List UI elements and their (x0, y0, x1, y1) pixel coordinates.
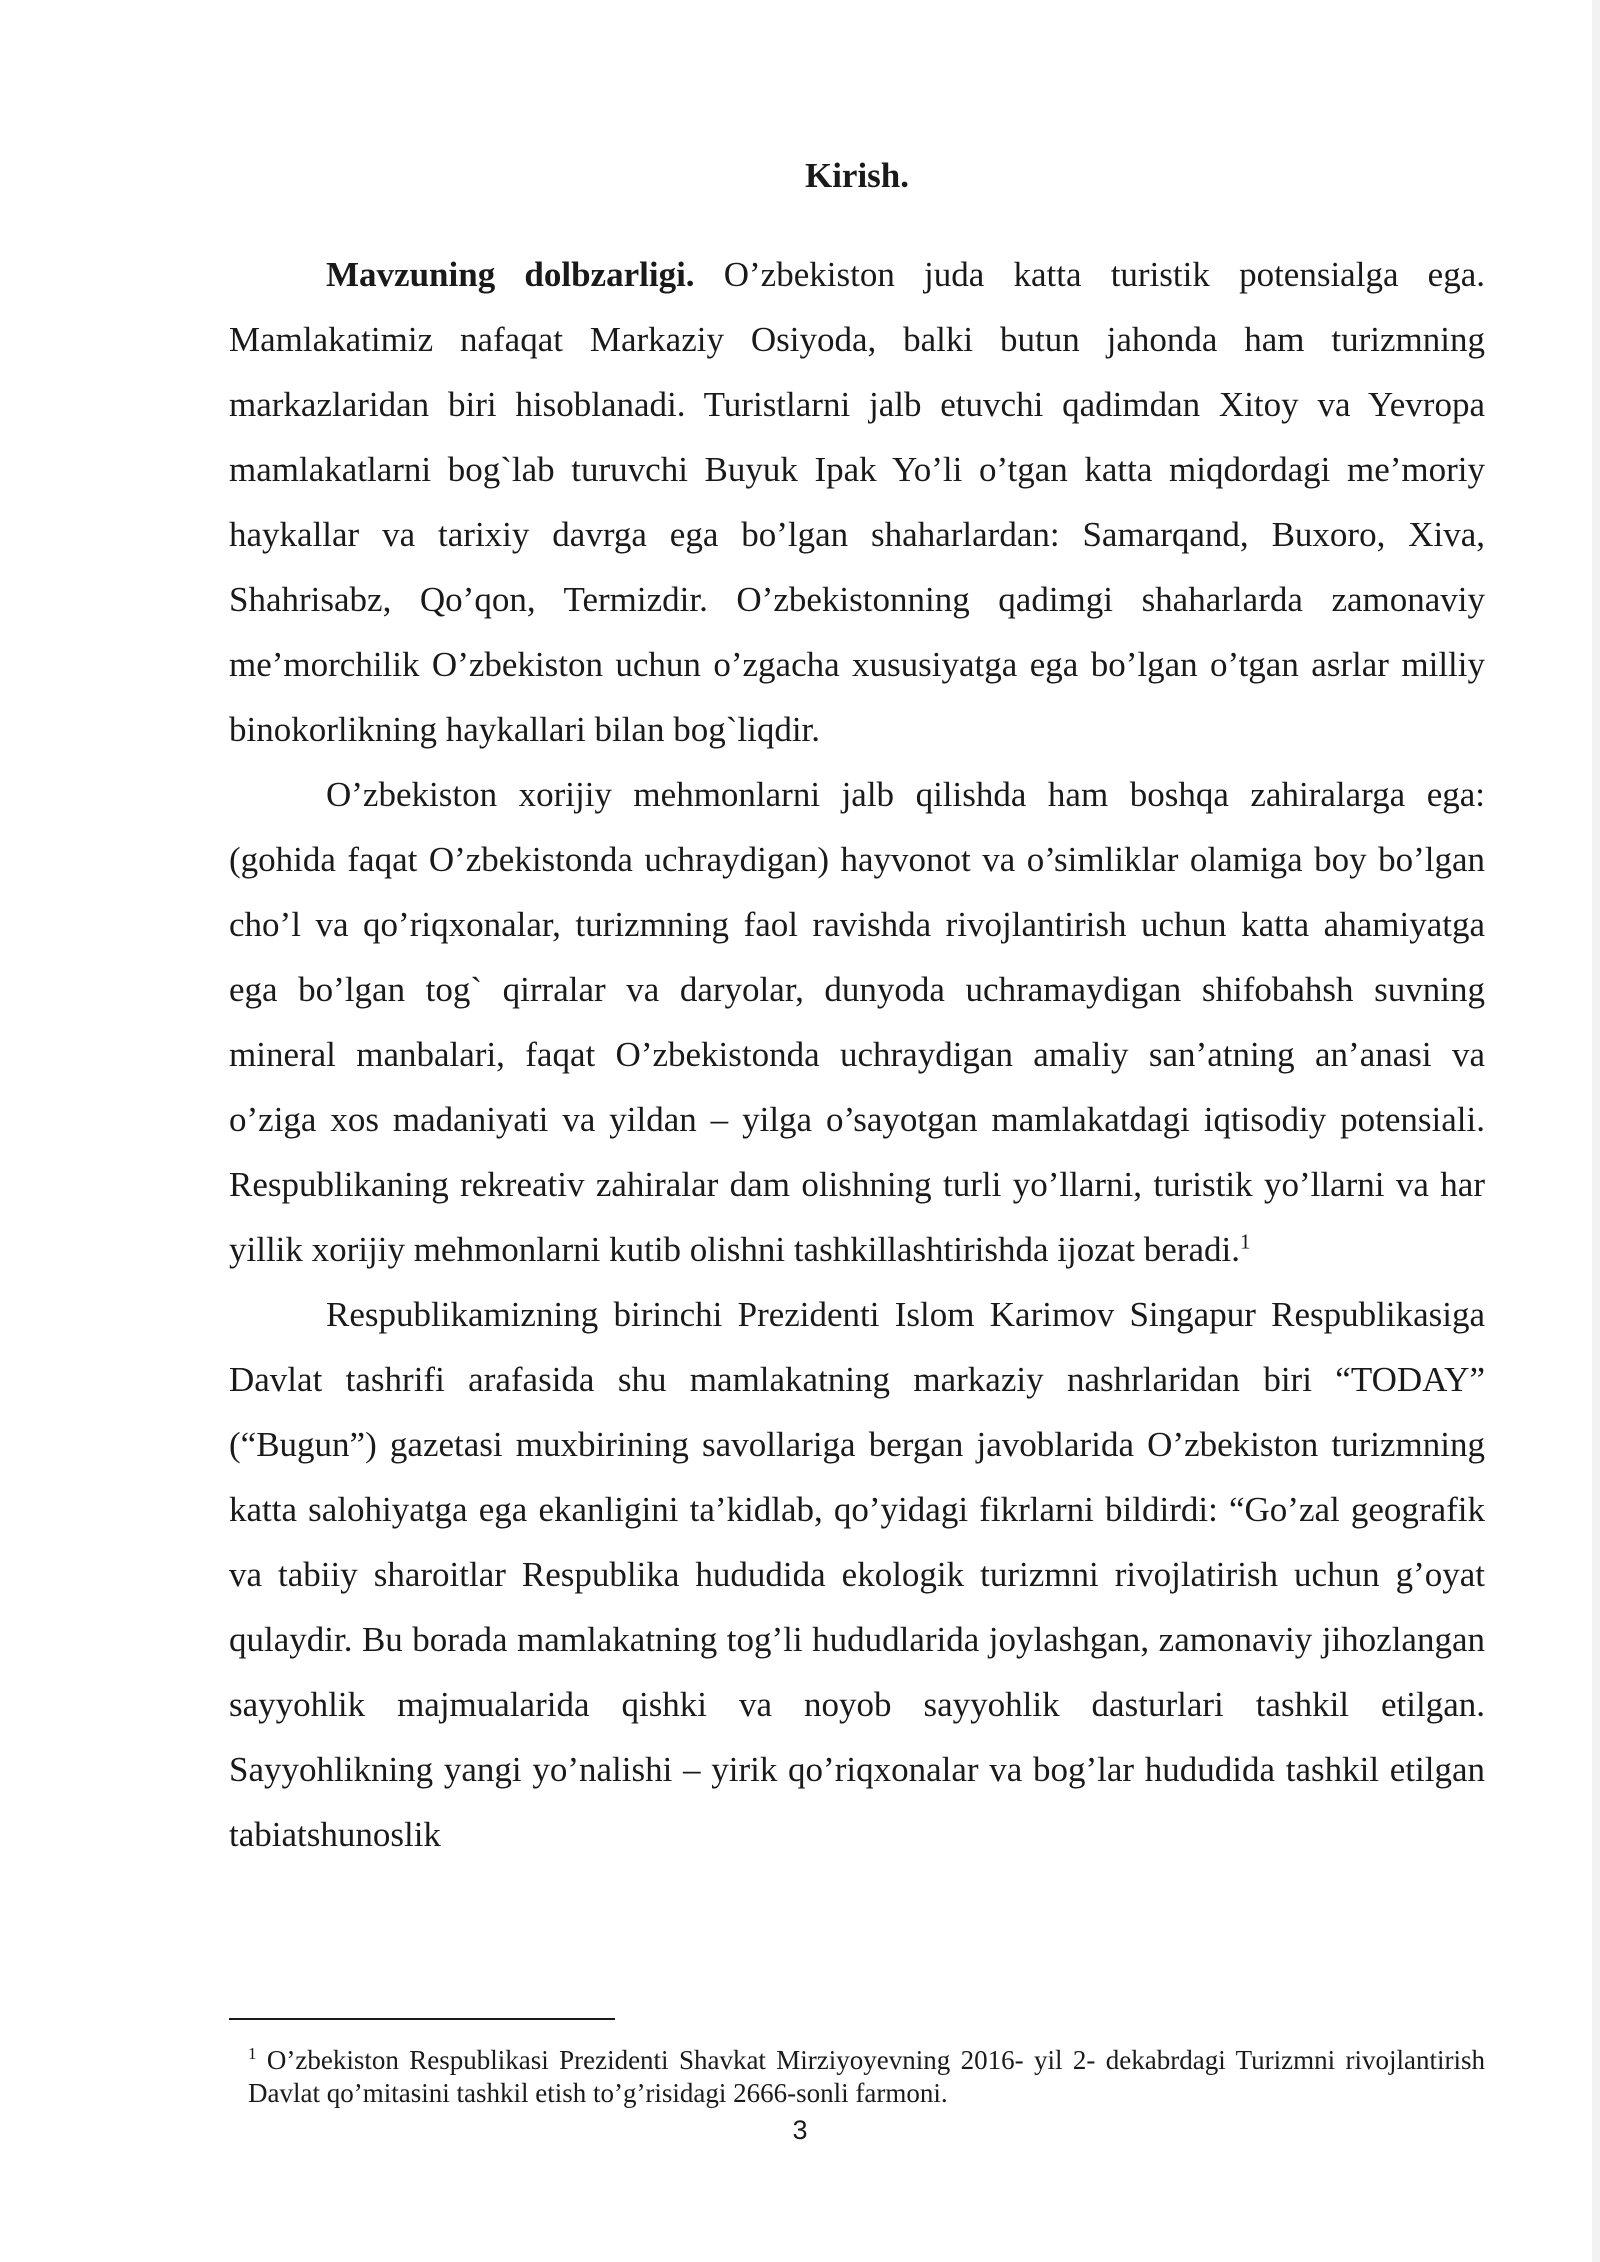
paragraph-president-quote (229, 1282, 1485, 1867)
footnote-reference[interactable]: 1 (1239, 1229, 1251, 1254)
page-edge-shadow (1592, 0, 1600, 2262)
paragraph-resources (229, 762, 1485, 1282)
page-title: Kirish. (804, 156, 910, 195)
paragraph-relevance (229, 242, 1485, 762)
paragraph-text: Respublikamizning birinchi Prezidenti Islom Karimov Singapur Respublikasiga Davlat tashrifi arafasida shu mamlakatning markaziy nashrlaridan biri “TODAY” (“Bugun”) gazetasi muxbirining savollariga bergan javoblarida O’zbekiston turizmning katta salohiyatga ega ekanligini ta’kidlab, qo’yidagi fikrlarni bildirdi: “Go’zal geografik va tabiiy sharoitlar Respublika hududida ekologik turizmni rivojlatirish uchun g’oyat qulaydir. Bu borada mamlakatning tog’li hududlarida joylashgan, zamonaviy jihozlangan sayyohlik majmualarida qishki va noyob sayyohlik dasturlari tashkil etilgan. Sayyohlikning yangi yo’nalishi – yirik qo’riqxonalar va bog’lar hududida tashkil etilgan tabiatshunoslik (229, 1295, 1485, 1854)
page-number: 3 (792, 2115, 808, 2145)
paragraph-text: O’zbekiston xorijiy mehmonlarni jalb qilishda ham boshqa zahiralarga ega: (gohida faqat O’zbekistonda uchraydigan) hayvonot va o’simliklar olamiga boy bo’lgan cho’l va qo’riqxonalar, turizmning faol ravishda rivojlantirish uchun katta ahamiyatga ega bo’lgan tog` qirralar va daryolar, dunyoda uchramaydigan shifobahsh suvning mineral manbalari, faqat O’zbekistonda uchraydigan amaliy san’atning an’anasi va o’ziga xos madaniyati va yildan – yilga o’sayotgan mamlakatdagi iqtisodiy potensiali. Respublikaning rekreativ zahiralar dam olishning turli yo’llarni, turistik yo’llarni va har yillik xorijiy mehmonlarni kutib olishni tashkillashtirishda ijozat beradi. (229, 775, 1485, 1269)
footnote-separator (229, 2018, 615, 2020)
footnote (248, 2044, 1485, 2110)
page-body (229, 150, 1485, 1867)
footnote-text: O’zbekiston Respublikasi Prezidenti Shavkat Mirziyoyevning 2016- yil 2- dekabrdagi Turizmni rivojlantirish Davlat qo’mitasini tashkil etish to’g’risidagi 2666-sonli farmoni. (248, 2045, 1485, 2108)
footnote-marker: 1 (248, 2044, 257, 2063)
paragraph-lead: Mavzuning dolbzarligi. (326, 255, 695, 294)
paragraph-text: O’zbekiston juda katta turistik potensialga ega. Mamlakatimiz nafaqat Markaziy Osiyoda, balki butun jahonda ham turizmning markazlaridan biri hisoblanadi. Turistlarni jalb etuvchi qadimdan Xitoy va Yevropa mamlakatlarni bog`lab turuvchi Buyuk Ipak Yo’li o’tgan katta miqdordagi me’moriy haykallar va tarixiy davrga ega bo’lgan shaharlardan: Samarqand, Buxoro, Xiva, Shahrisabz, Qo’qon, Termizdir. O’zbekistonning qadimgi shaharlarda zamonaviy me’morchilik O’zbekiston uchun o’zgacha xususiyatga ega bo’lgan o’tgan asrlar milliy binokorlikning haykallari bilan bog`liqdir. (229, 255, 1485, 749)
